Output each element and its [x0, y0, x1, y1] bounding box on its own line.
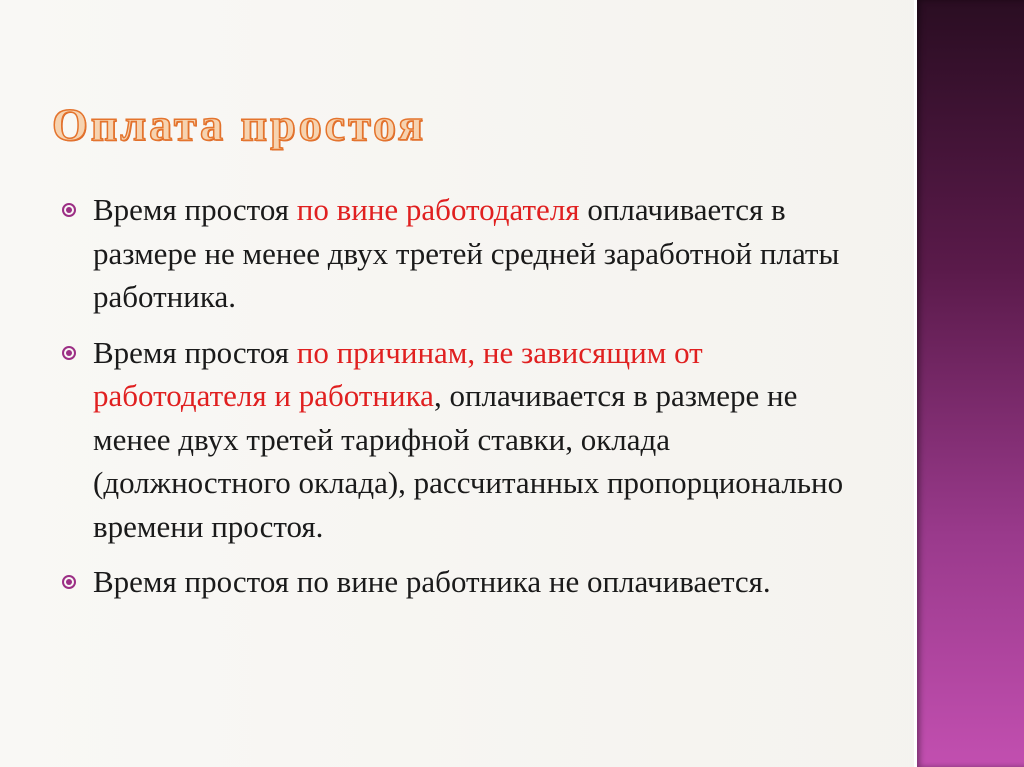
- side-decorative-band: [914, 0, 1024, 767]
- bullet-item-independent-causes: [60, 331, 860, 549]
- item-text-highlight: по вине работодателя: [296, 192, 580, 227]
- bullet-list: [60, 188, 860, 616]
- item-text-suffix: оплачивается в размере не менее двух третей средней заработной платы работника.: [93, 192, 840, 314]
- item-text-highlight: по причинам, не зависящим от работодателя и работника: [93, 334, 703, 413]
- circled-dot-icon: [62, 203, 76, 217]
- item-text: Время простоя по вине работника не оплачивается.: [93, 564, 771, 599]
- circled-dot-icon: [62, 346, 76, 360]
- circled-dot-icon: [62, 575, 76, 589]
- item-text-prefix: Время простоя: [93, 192, 297, 227]
- bullet-item-employer-fault: [60, 188, 860, 319]
- item-text-suffix: , оплачивается в размере не менее двух третей тарифной ставки, оклада (должностного оклада), рассчитанных пропорционально времени простоя.: [93, 378, 844, 544]
- item-text-prefix: Время простоя: [93, 334, 297, 370]
- slide-title: Оплата простоя: [52, 99, 427, 150]
- bullet-item-employee-fault: [60, 560, 860, 604]
